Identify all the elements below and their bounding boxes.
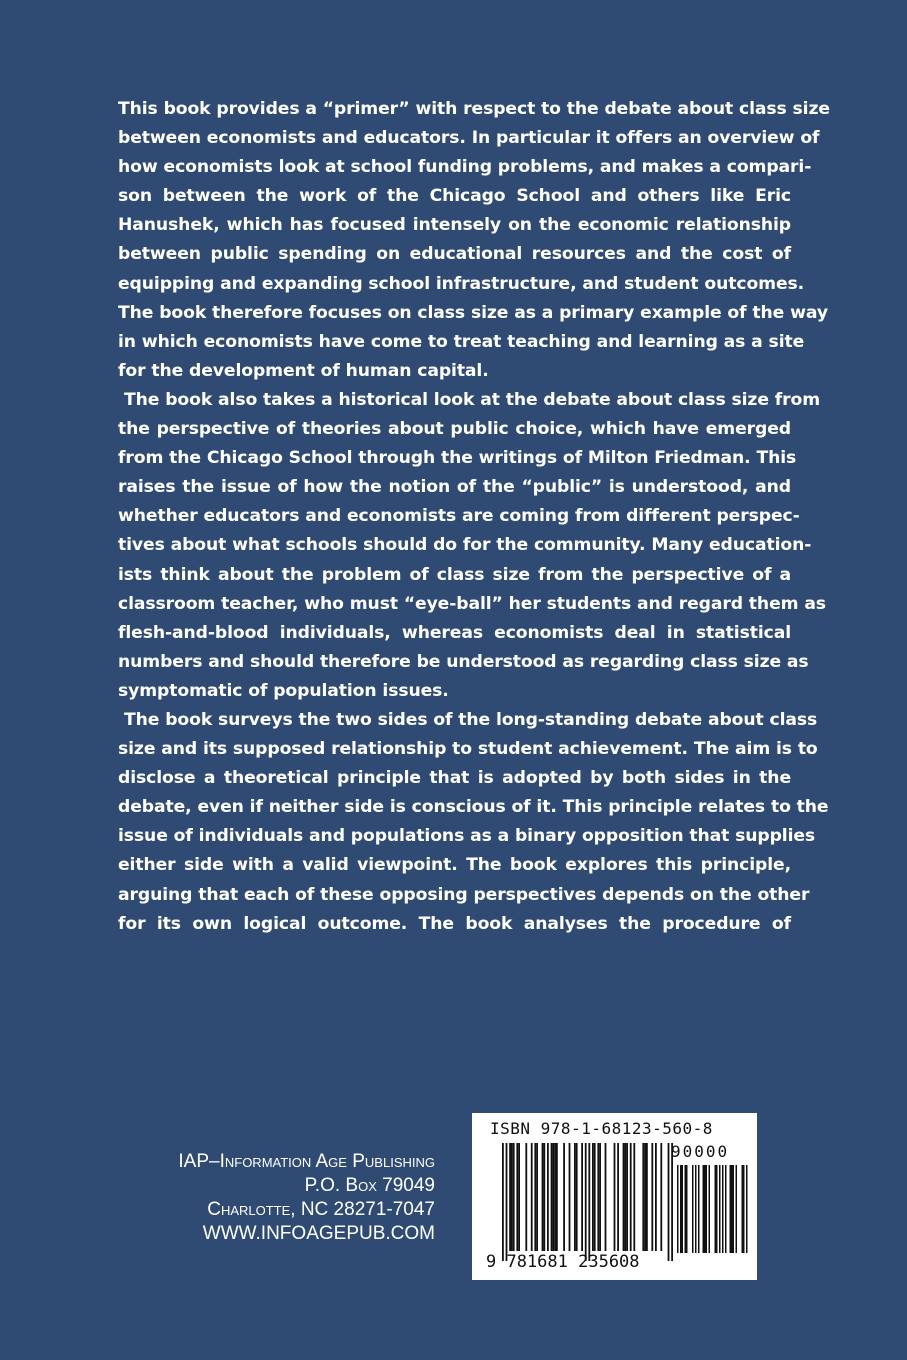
addon-bar <box>680 1165 682 1253</box>
addon-bar <box>686 1165 688 1253</box>
addon-bar <box>703 1165 705 1253</box>
text-line: The book surveys the two sides of the long-standing debate about class <box>124 709 818 730</box>
text-line: between economists and educators. In particular it offers an overview of <box>118 128 820 149</box>
text-line: tives about what schools should do for the community. Many education- <box>118 535 812 556</box>
barcode-bar <box>556 1143 558 1251</box>
addon-bar <box>685 1165 687 1253</box>
barcode-bar <box>543 1143 545 1251</box>
text-line: how economists look at school funding problems, and makes a compari- <box>118 157 812 178</box>
barcode-bar <box>630 1143 632 1251</box>
barcode-bar <box>585 1143 587 1261</box>
text-line: flesh-and-blood individuals, whereas economists deal in statistical <box>118 622 791 643</box>
barcode-bar <box>617 1143 619 1251</box>
text-line: from the Chicago School through the writings of Milton Friedman. This <box>118 448 797 469</box>
barcode-bar <box>599 1143 601 1251</box>
text-line: size and its supposed relationship to student achievement. The aim is to <box>118 739 818 760</box>
addon-bar <box>742 1165 744 1253</box>
text-line: arguing that each of these opposing perspectives depends on the other <box>118 884 810 905</box>
addon-bar <box>736 1165 738 1253</box>
addon-bar <box>692 1165 694 1253</box>
addon-bar <box>725 1165 727 1253</box>
text-line: This book provides a “primer” with respect to the debate about class size <box>118 99 830 119</box>
addon-bar <box>746 1165 748 1253</box>
barcode-bar <box>569 1143 571 1251</box>
text-line: The book also takes a historical look at the debate about class size from <box>124 389 821 410</box>
addon-bar <box>698 1165 700 1253</box>
barcode-bar <box>605 1143 607 1251</box>
barcode-bar <box>633 1143 635 1251</box>
addon-bar <box>706 1165 708 1253</box>
addon-bar <box>719 1165 721 1253</box>
barcode-bar <box>574 1143 576 1251</box>
text-line: debate, even if neither side is conscious of it. This principle relates to the <box>118 797 829 818</box>
barcode-bar <box>623 1143 625 1251</box>
barcode-bar <box>525 1143 527 1251</box>
barcode-bar <box>547 1143 549 1251</box>
text-line: disclose a theoretical principle that is adopted by both sides in the <box>118 768 791 789</box>
barcode-bar <box>655 1143 657 1251</box>
text-line: ists think about the problem of class size from the perspective of a <box>118 564 791 585</box>
barcode-bar <box>516 1143 518 1251</box>
book-description <box>118 95 830 939</box>
addon-bar <box>722 1165 724 1253</box>
barcode-bar <box>597 1143 599 1251</box>
barcode-bar <box>536 1143 538 1251</box>
barcode-bar <box>513 1143 515 1251</box>
addon-bar <box>731 1165 733 1253</box>
ean-digits: 9 781681 235608 <box>486 1252 640 1272</box>
barcode-bar <box>531 1143 533 1251</box>
barcode-bar <box>563 1143 565 1251</box>
isbn-label: ISBN 978-1-68123-560-8 <box>490 1119 713 1138</box>
barcode-bar <box>502 1143 504 1261</box>
text-line: equipping and expanding school infrastructure, and student outcomes. <box>118 273 805 294</box>
publisher-website: WWW.INFOAGEPUB.COM <box>202 1223 435 1244</box>
text-line: numbers and should therefore be understood as regarding class size as <box>118 651 809 672</box>
barcode-bar <box>534 1143 536 1251</box>
addon-bar <box>709 1165 711 1253</box>
barcode-bar <box>594 1143 596 1251</box>
barcode-bar <box>576 1143 578 1251</box>
barcode-bar <box>518 1143 520 1251</box>
publisher-city: Charlotte, NC 28271-7047 <box>207 1199 435 1220</box>
text-line: whether educators and economists are coming from different perspec- <box>118 506 800 527</box>
text-line: between public spending on educational resources and the cost of <box>118 244 791 265</box>
text-line: son between the work of the Chicago School and others like Eric <box>118 186 791 207</box>
barcode-bar <box>651 1143 653 1251</box>
addon-bar <box>677 1165 679 1253</box>
barcode-bar <box>511 1143 513 1251</box>
text-line: for the development of human capital. <box>118 360 489 381</box>
addon-bar <box>743 1165 745 1253</box>
barcode-bar <box>588 1143 590 1261</box>
addon-bar <box>716 1165 718 1253</box>
barcode-bar <box>644 1143 646 1251</box>
barcode-bar <box>646 1143 648 1251</box>
barcode-bar <box>626 1143 628 1251</box>
barcode-bar <box>668 1143 670 1261</box>
barcode-bar <box>554 1143 556 1251</box>
barcode-bar <box>660 1143 662 1251</box>
text-line: symptomatic of population issues. <box>118 680 449 701</box>
addon-bar <box>730 1165 732 1253</box>
text-line: the perspective of theories about public choice, which have emerged <box>118 419 791 440</box>
barcode-bar <box>592 1143 594 1251</box>
barcode-bar <box>509 1143 511 1251</box>
addon-bar <box>715 1165 717 1253</box>
addon-bar <box>733 1165 735 1253</box>
addon-bar <box>695 1165 697 1253</box>
addon-bar <box>682 1165 684 1253</box>
text-line: The book therefore focuses on class size as a primary example of the way <box>118 302 828 323</box>
publisher-name: IAP–Information Age Publishing <box>178 1151 435 1172</box>
barcode-bar <box>552 1143 554 1251</box>
text-line: classroom teacher, who must “eye-ball” her students and regard them as <box>118 593 826 614</box>
barcode-bar <box>642 1143 644 1251</box>
publisher-po-box: P.O. Box 79049 <box>304 1175 435 1196</box>
barcode-bar <box>581 1143 583 1251</box>
barcode-bar <box>614 1143 616 1251</box>
text-line: raises the issue of how the notion of the “public” is understood, and <box>118 477 791 498</box>
price-addon: 90000 <box>671 1142 730 1161</box>
publisher-info <box>178 1150 435 1246</box>
text-line: issue of individuals and populations as a binary opposition that supplies <box>118 826 816 847</box>
text-line: in which economists have come to treat teaching and learning as a site <box>118 331 805 352</box>
text-line: Hanushek, which has focused intensely on the economic relationship <box>118 215 791 236</box>
text-line: for its own logical outcome. The book analyses the procedure of <box>118 913 791 934</box>
barcode-bar <box>506 1143 508 1261</box>
isbn-barcode <box>472 1113 757 1280</box>
barcode-bar <box>624 1143 626 1251</box>
addon-bar <box>704 1165 706 1253</box>
text-line: either side with a valid viewpoint. The book explores this principle, <box>118 855 791 876</box>
barcode-bar <box>551 1143 553 1251</box>
barcode-bar <box>542 1143 544 1251</box>
